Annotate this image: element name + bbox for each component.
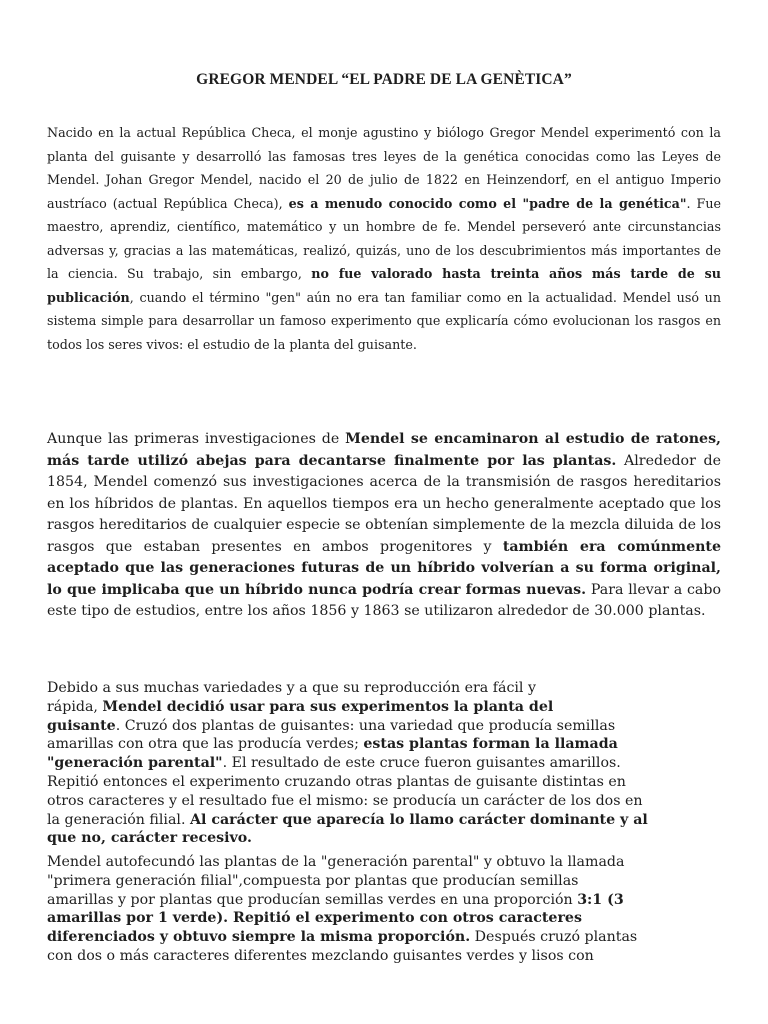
bold-text: Mendel decidió usar para sus experimentos la planta del — [102, 698, 554, 715]
bold-text: Mendel se encaminaron al estudio de ratones, más tarde utilizó abejas para decantarse finalmente por las plantas. — [47, 431, 721, 469]
bold-text: guisante — [47, 717, 116, 734]
text: amarillas y por plantas que producían semillas verdes en una proporción — [47, 891, 578, 908]
text: Para llevar a cabo este tipo de estudios, entre los años 1856 y 1863 se utilizaron alrededor de 30.000 plantas. — [47, 581, 722, 619]
text: Aunque las primeras investigaciones de — [47, 431, 346, 447]
bold-text: estas plantas forman la llamada — [363, 736, 618, 753]
bold-text: "generación parental" — [47, 755, 223, 772]
text: Repitió entonces el experimento cruzando otras plantas de guisante distintas en — [47, 773, 626, 790]
bold-text: amarillas por 1 verde). Repitió el experimento con otros caracteres — [47, 910, 582, 927]
text: con dos o más caracteres diferentes mezclando guisantes verdes y lisos con — [47, 947, 594, 964]
text: amarillas con otra que las producía verdes; — [47, 736, 364, 753]
bold-text: 3:1 (3 — [577, 891, 624, 908]
paragraph-3 — [47, 679, 721, 848]
text: Debido a sus muchas variedades y a que su reproducción era fácil y — [47, 680, 536, 696]
paragraph-1 — [47, 121, 721, 356]
bold-text: también era comúnmente aceptado que las generaciones futuras de un híbrido volverían a su forma original, lo que implicaba que un híbrido nunca podría crear formas nuevas. — [47, 538, 721, 598]
bold-text: no fue valorado hasta treinta años más tarde de su publicación — [47, 266, 721, 305]
text: "primera generación filial",compuesta por plantas que producían semillas — [47, 872, 579, 889]
bold-text: Al carácter que aparecía lo llamo carácter dominante y al — [189, 811, 648, 828]
text: Mendel autofecundó las plantas de la "generación parental" y obtuvo la llamada — [47, 854, 625, 870]
text: . El resultado de este cruce fueron guisantes amarillos. — [222, 755, 621, 772]
bold-text: es a menudo conocido como el "padre de la genética" — [288, 195, 687, 211]
text: Después cruzó plantas — [470, 929, 638, 946]
text: otros caracteres y el resultado fue el mismo: se producía un carácter de los dos en — [47, 792, 643, 809]
text: rápida, — [47, 698, 103, 715]
text: . Cruzó dos plantas de guisantes: una variedad que producía semillas — [115, 717, 616, 734]
bold-text: diferenciados y obtuvo siempre la misma proporción. — [47, 929, 471, 946]
bold-text: que no, carácter recesivo. — [47, 830, 252, 847]
text: Nacido en la actual República Checa, el monje agustino y biólogo Gregor Mendel experimentó con la planta del guisante y desarrolló las famosas tres leyes de la genética conocidas como las Leyes de Mendel. Johan Gregor Mendel, nacido el 20 de julio de 1822 en Heinzendorf, en el antiguo Imperio austríaco (actual República Checa), — [47, 125, 721, 211]
text: . Fue maestro, aprendiz, científico, matemático y un hombre de fe. Mendel perseveró ante circunstancias adversas y, gracias a las matemáticas, realizó, quizás, uno de los descubrimientos más importantes de la ciencia. Su trabajo, sin embargo, — [47, 195, 721, 281]
text: , cuando el término "gen" aún no era tan familiar como en la actualidad. Mendel usó un sistema simple para desarrollar un famoso experimento que explicaría cómo evolucionan los rasgos en todos los seres vivos: el estudio de la planta del guisante. — [47, 289, 721, 352]
document-title: GREGOR MENDEL “EL PADRE DE LA GENÈTICA” — [196, 71, 572, 88]
text: la generación filial. — [47, 811, 190, 828]
paragraph-4 — [47, 853, 721, 966]
text: Alrededor de 1854, Mendel comenzó sus investigaciones acerca de la transmisión de rasgos hereditarios en los híbridos de plantas. En aquellos tiempos era un hecho generalmente aceptado que los rasgos hereditarios de cualquier especie se obtenían simplemente de la mezcla diluida de los rasgos que estaban presentes en ambos progenitores y — [47, 452, 722, 555]
paragraph-2 — [47, 429, 721, 623]
